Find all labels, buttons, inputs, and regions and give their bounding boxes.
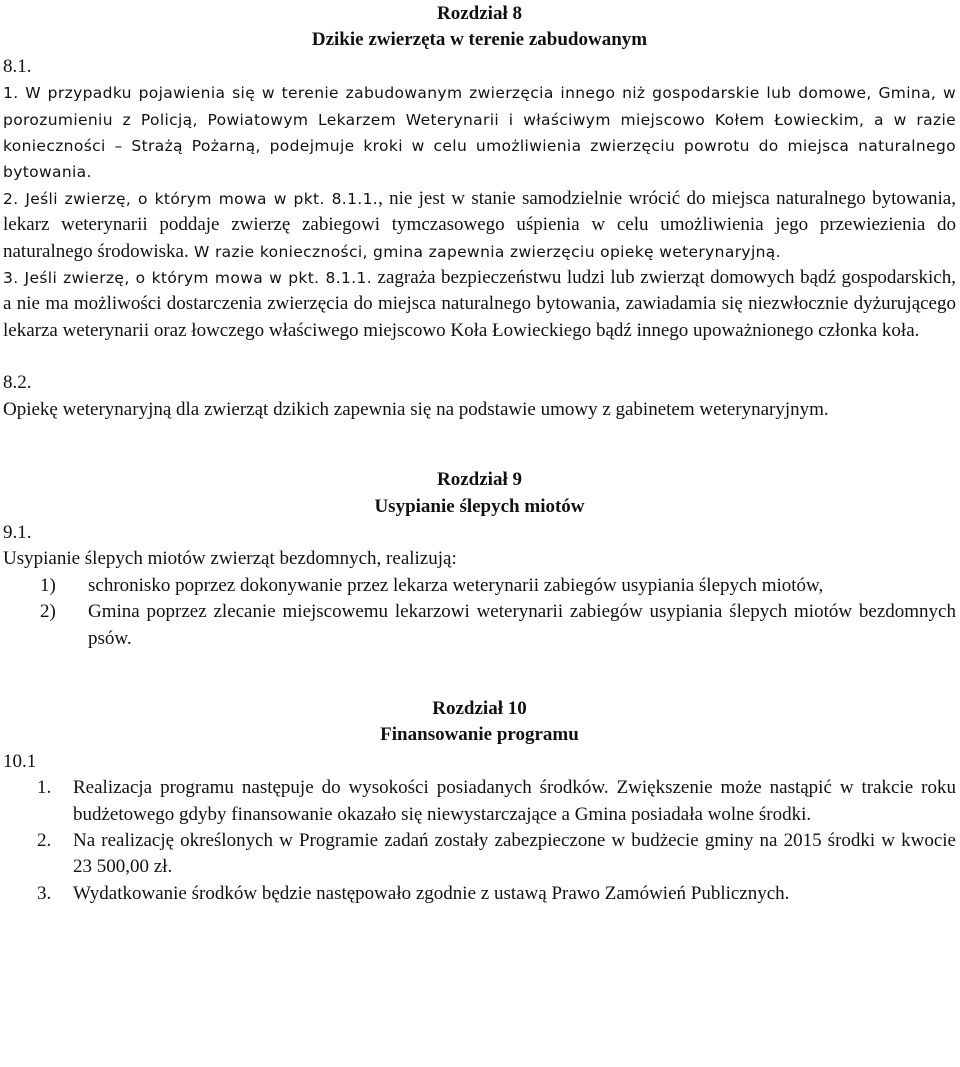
chapter-10-title: Finansowanie programu xyxy=(380,724,579,746)
chapter-8-title: Dzikie zwierzęta w terenie zabudowanym xyxy=(311,29,648,51)
section-8-1-point-2 xyxy=(3,186,956,265)
list-item-text: Gmina poprzez zlecanie miejscowemu lekarzowi weterynarii zabiegów usypiania ślepych miotów bezdomnych psów. xyxy=(88,601,956,649)
list-item-text: schronisko poprzez dokonywanie przez lekarza weterynarii zabiegów usypiania ślepych miotów, xyxy=(88,574,824,596)
chapter-9-heading: Rozdział 9 xyxy=(437,469,522,491)
list-item-number: 2. xyxy=(37,829,52,851)
section-8-1-number: 8.1. xyxy=(3,55,32,77)
list-item-number: 1) xyxy=(40,574,56,596)
section-9-1-list xyxy=(3,573,956,652)
section-10-1-list xyxy=(3,775,956,907)
section-8-2-paragraph: Opiekę weterynaryjną dla zwierząt dzikich zapewnia się na podstawie umowy z gabinetem weterynaryjnym. xyxy=(3,398,829,420)
point-3-lead: 3. Jeśli zwierzę, o którym mowa w pkt. 8.1.1. xyxy=(3,269,372,288)
section-8-2-number: 8.2. xyxy=(3,372,32,394)
list-item-text: Na realizację określonych w Programie zadań zostały zabezpieczone w budżecie gminy na 2015 środki w kwocie 23 500,00 zł. xyxy=(73,829,956,878)
point-2-lead: 2. Jeśli zwierzę, o którym mowa w pkt. 8.1.1. xyxy=(3,189,379,208)
point-3-body: zagraża bezpieczeństwu ludzi lub zwierząt domowych bądź gospodarskich, a nie ma możliwości dostarczenia zwierzęcia do miejsca naturalnego bytowania, zawiadamia się niezwłocznie dyżurującego lekarza weterynarii oraz łowczego właściwego miejscowo Koła Łowieckiego bądź innego upoważnionego członka koła. xyxy=(3,267,956,341)
list-item xyxy=(3,775,956,828)
point-2-body: , nie jest w stanie samodzielnie wrócić do miejsca naturalnego bytowania, lekarz weterynarii poddaje zwierzę zabiegowi tymczasowego uśpienia w celu umożliwienia jego przewiezienia do naturalnego środowiska. xyxy=(3,187,956,262)
list-item-number: 2) xyxy=(40,601,56,623)
section-8-1-point-1: 1. W przypadku pojawienia się w terenie zabudowanym zwierzęcia innego niż gospodarskie lub domowe, Gmina, w porozumieniu z Policją, Powiatowym Lekarzem Weterynarii i właściwym miejscowo Kołem Łowieckim, a w razie konieczności – Strażą Pożarną, podejmuje kroki w celu umożliwienia zwierzęciu powrotu do miejsca naturalnego bytowania. xyxy=(3,84,956,182)
section-8-1-point-3 xyxy=(3,265,956,344)
point-2-tail: W razie konieczności, gmina zapewnia zwierzęciu opiekę weterynaryjną. xyxy=(188,242,781,261)
section-9-1-number: 9.1. xyxy=(3,521,32,543)
section-9-1-intro: Usypianie ślepych miotów zwierząt bezdomnych, realizują: xyxy=(3,548,457,570)
chapter-9-title: Usypianie ślepych miotów xyxy=(374,495,585,517)
list-item xyxy=(3,828,956,881)
list-item-text: Realizacja programu następuje do wysokości posiadanych środków. Zwiększenie może nastąpić w trakcie roku budżetowego gdyby finansowanie okazało się niewystarczające a Gmina posiadała wolne środki. xyxy=(73,777,956,825)
list-item-text: Wydatkowanie środków będzie następowało zgodnie z ustawą Prawo Zamówień Publicznych. xyxy=(73,882,790,904)
chapter-8-heading: Rozdział 8 xyxy=(437,3,522,24)
list-item-number: 3. xyxy=(37,882,52,904)
list-item-number: 1. xyxy=(37,777,52,799)
section-10-1-number: 10.1 xyxy=(3,750,37,772)
chapter-10-heading: Rozdział 10 xyxy=(432,697,527,719)
list-item xyxy=(3,599,956,652)
list-item xyxy=(3,881,956,907)
list-item xyxy=(3,573,956,599)
